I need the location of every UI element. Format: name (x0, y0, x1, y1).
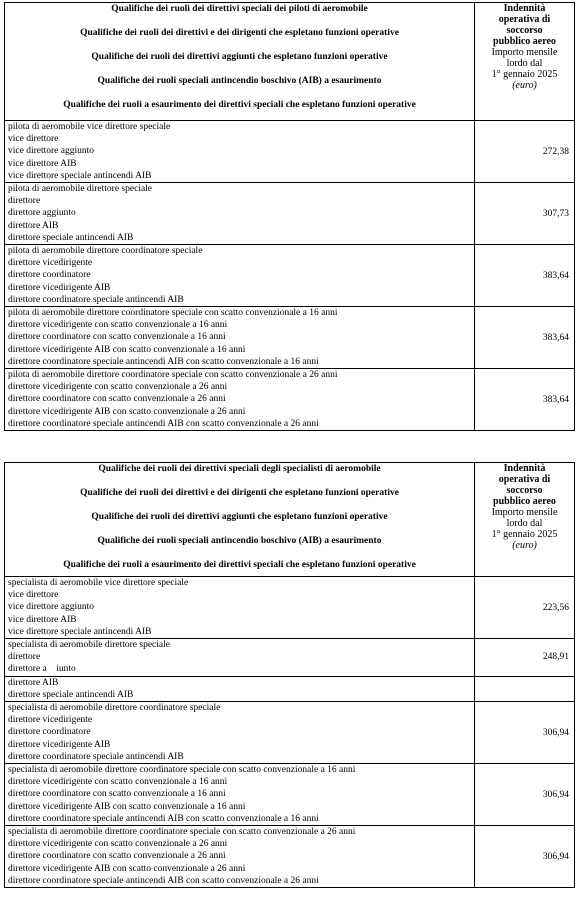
qualification-item: direttore vicedirigente AIB con scatto convenzionale a 16 anni (8, 801, 246, 812)
table-header-row (5, 3, 575, 121)
allowance-table-specialists (4, 462, 575, 888)
qualification-item: vice direttore speciale antincendi AIB (8, 170, 152, 181)
qualification-list (5, 826, 475, 888)
qualification-item: direttore coordinatore con scatto convenzionale a 26 anni (8, 851, 226, 862)
qualification-item: direttore speciale antincendi AIB (8, 689, 134, 700)
allowance-table-pilots (4, 2, 575, 431)
amount-header (475, 463, 575, 577)
table-row (5, 702, 575, 764)
amount-value: 306,94 (475, 826, 575, 888)
qualification-item: direttore coordinatore speciale antincendi AIB con scatto convenzionale a 26 anni (8, 875, 319, 886)
qualification-item: specialista di aeromobile vice direttore speciale (8, 578, 189, 588)
amount-header-subtitle: 1° gennaio 2025 (491, 69, 558, 80)
amount-header-subtitle: Importo mensile (491, 507, 558, 518)
qualification-item: direttore coordinatore speciale antincendi AIB con scatto convenzionale a 16 anni (8, 813, 319, 824)
qualification-item: vice direttore aggiunto (8, 602, 94, 613)
qualification-list (5, 639, 475, 677)
amount-header-title: Indennità (503, 3, 546, 14)
qualification-item: direttore a iunto (8, 664, 76, 675)
amount-value (475, 676, 575, 701)
qualification-item: direttore coordinatore speciale antincendi AIB con scatto convenzionale a 26 anni (8, 418, 319, 429)
header-line: Qualifiche dei ruoli speciali antincendio boschivo (AIB) a esaurimento (97, 76, 382, 86)
amount-value: 272,38 (475, 121, 575, 183)
amount-header-subtitle: 1° gennaio 2025 (491, 529, 558, 540)
qualification-list (5, 121, 475, 183)
qualification-item: direttore vicedirigente con scatto convenzionale a 16 anni (8, 320, 228, 331)
amount-header-title: soccorso (506, 25, 543, 36)
amount-header-title: Indennità (503, 463, 546, 474)
amount-value: 307,73 (475, 183, 575, 245)
amount-header-title: pubblico aereo (493, 36, 556, 47)
qualification-item: direttore vicedirigente AIB con scatto convenzionale a 16 anni (8, 344, 246, 355)
header-line: Qualifiche dei ruoli dei direttivi e dei dirigenti che espletano funzioni operative (80, 28, 399, 38)
qualification-list (5, 577, 475, 639)
header-line: Qualifiche dei ruoli dei direttivi speciali dei piloti di aeromobile (111, 4, 368, 14)
qualification-item: direttore coordinatore con scatto convenzionale a 16 anni (8, 332, 226, 343)
amount-header-unit: (euro) (512, 80, 537, 91)
table-row (5, 121, 575, 183)
qualification-list (5, 702, 475, 764)
qualification-item: direttore coordinatore speciale antincendi AIB con scatto convenzionale a 16 anni (8, 356, 319, 367)
amount-value: 306,94 (475, 702, 575, 764)
qualification-item: vice direttore (8, 134, 59, 145)
qualification-list (5, 183, 475, 245)
amount-value: 306,94 (475, 764, 575, 826)
qualification-list (5, 307, 475, 369)
header-line: Qualifiche dei ruoli a esaurimento dei direttivi speciali che espletano funzioni operative (63, 100, 416, 110)
qualification-item: direttore vicedirigente con scatto convenzionale a 26 anni (8, 839, 228, 850)
qualification-item: vice direttore AIB (8, 614, 77, 625)
qualifications-header (5, 463, 475, 577)
amount-header-subtitle: lordo dal (506, 58, 543, 69)
table-row (5, 764, 575, 826)
header-line: Qualifiche dei ruoli speciali antincendio boschivo (AIB) a esaurimento (97, 536, 382, 546)
qualification-item: direttore AIB (8, 220, 59, 231)
qualification-item: direttore vicedirigente con scatto convenzionale a 16 anni (8, 777, 228, 788)
amount-value: 383,64 (475, 307, 575, 369)
amount-header-title: soccorso (506, 485, 543, 496)
header-line: Qualifiche dei ruoli dei direttivi aggiunti che espletano funzioni operative (91, 52, 388, 62)
amount-value: 248,91 (475, 639, 575, 677)
amount-value: 223,56 (475, 577, 575, 639)
qualification-item: specialista di aeromobile direttore coordinatore speciale (8, 703, 221, 714)
header-line: Qualifiche dei ruoli dei direttivi e dei dirigenti che espletano funzioni operative (80, 488, 399, 498)
amount-header-title: pubblico aereo (493, 496, 556, 507)
qualification-item: specialista di aeromobile direttore coordinatore speciale con scatto convenzionale a 26 anni (8, 827, 356, 838)
qualification-item: pilota di aeromobile direttore coordinatore speciale con scatto convenzionale a 16 anni (8, 308, 338, 319)
table-row (5, 245, 575, 307)
table-row (5, 826, 575, 888)
qualification-item: direttore coordinatore con scatto convenzionale a 16 anni (8, 789, 226, 800)
qualification-item: direttore vicedirigente (8, 715, 93, 726)
amount-header-subtitle: Importo mensile (491, 47, 558, 58)
amount-header-title: operativa di (498, 14, 551, 25)
qualification-item: pilota di aeromobile vice direttore speciale (8, 122, 171, 132)
table-row (5, 577, 575, 639)
table-row (5, 307, 575, 369)
amount-header (475, 3, 575, 121)
qualification-item: specialista di aeromobile direttore speciale (8, 640, 170, 651)
amount-header-subtitle: lordo dal (506, 518, 543, 529)
qualification-item: specialista di aeromobile direttore coordinatore speciale con scatto convenzionale a 16 anni (8, 765, 356, 776)
header-line: Qualifiche dei ruoli dei direttivi speciali degli specialisti di aeromobile (98, 464, 381, 474)
amount-value: 383,64 (475, 369, 575, 431)
qualification-item: pilota di aeromobile direttore coordinatore speciale (8, 246, 203, 257)
amount-header-unit: (euro) (512, 540, 537, 551)
amount-value: 383,64 (475, 245, 575, 307)
qualification-item: vice direttore speciale antincendi AIB (8, 626, 152, 637)
table-row (5, 639, 575, 677)
table-row (5, 676, 575, 701)
qualification-item: pilota di aeromobile direttore coordinatore speciale con scatto convenzionale a 26 anni (8, 370, 338, 381)
qualification-item: vice direttore (8, 590, 59, 601)
table-row (5, 369, 575, 431)
table-body (5, 121, 575, 431)
qualification-item: vice direttore aggiunto (8, 146, 94, 157)
header-line: Qualifiche dei ruoli dei direttivi aggiunti che espletano funzioni operative (91, 512, 388, 522)
table-header-row (5, 463, 575, 577)
qualification-item: direttore (8, 196, 41, 207)
qualification-item: direttore vicedirigente AIB (8, 282, 111, 293)
qualification-item: direttore vicedirigente AIB con scatto convenzionale a 26 anni (8, 406, 246, 417)
qualification-item: direttore coordinatore speciale antincendi AIB (8, 294, 184, 305)
qualification-item: direttore coordinatore (8, 727, 91, 738)
qualification-list (5, 369, 475, 431)
qualification-item: direttore coordinatore speciale antincendi AIB (8, 751, 184, 762)
qualification-item: direttore AIB (8, 677, 59, 688)
qualification-item: direttore speciale antincendi AIB (8, 232, 134, 243)
qualification-item: direttore coordinatore (8, 270, 91, 281)
qualification-list (5, 764, 475, 826)
qualification-item: direttore vicedirigente AIB con scatto convenzionale a 26 anni (8, 863, 246, 874)
qualification-item: direttore coordinatore con scatto convenzionale a 26 anni (8, 394, 226, 405)
qualifications-header (5, 3, 475, 121)
qualification-item: vice direttore AIB (8, 158, 77, 169)
qualification-item: direttore vicedirigente con scatto convenzionale a 26 anni (8, 382, 228, 393)
qualification-item: direttore vicedirigente AIB (8, 739, 111, 750)
qualification-list (5, 245, 475, 307)
qualification-item: pilota di aeromobile direttore speciale (8, 184, 153, 195)
qualification-item: direttore vicedirigente (8, 258, 93, 269)
table-row (5, 183, 575, 245)
qualification-item: direttore (8, 652, 41, 663)
table-body (5, 577, 575, 888)
header-line: Qualifiche dei ruoli a esaurimento dei direttivi speciali che espletano funzioni operative (63, 560, 416, 570)
qualification-list (5, 676, 475, 701)
amount-header-title: operativa di (498, 474, 551, 485)
qualification-item: direttore aggiunto (8, 208, 76, 219)
